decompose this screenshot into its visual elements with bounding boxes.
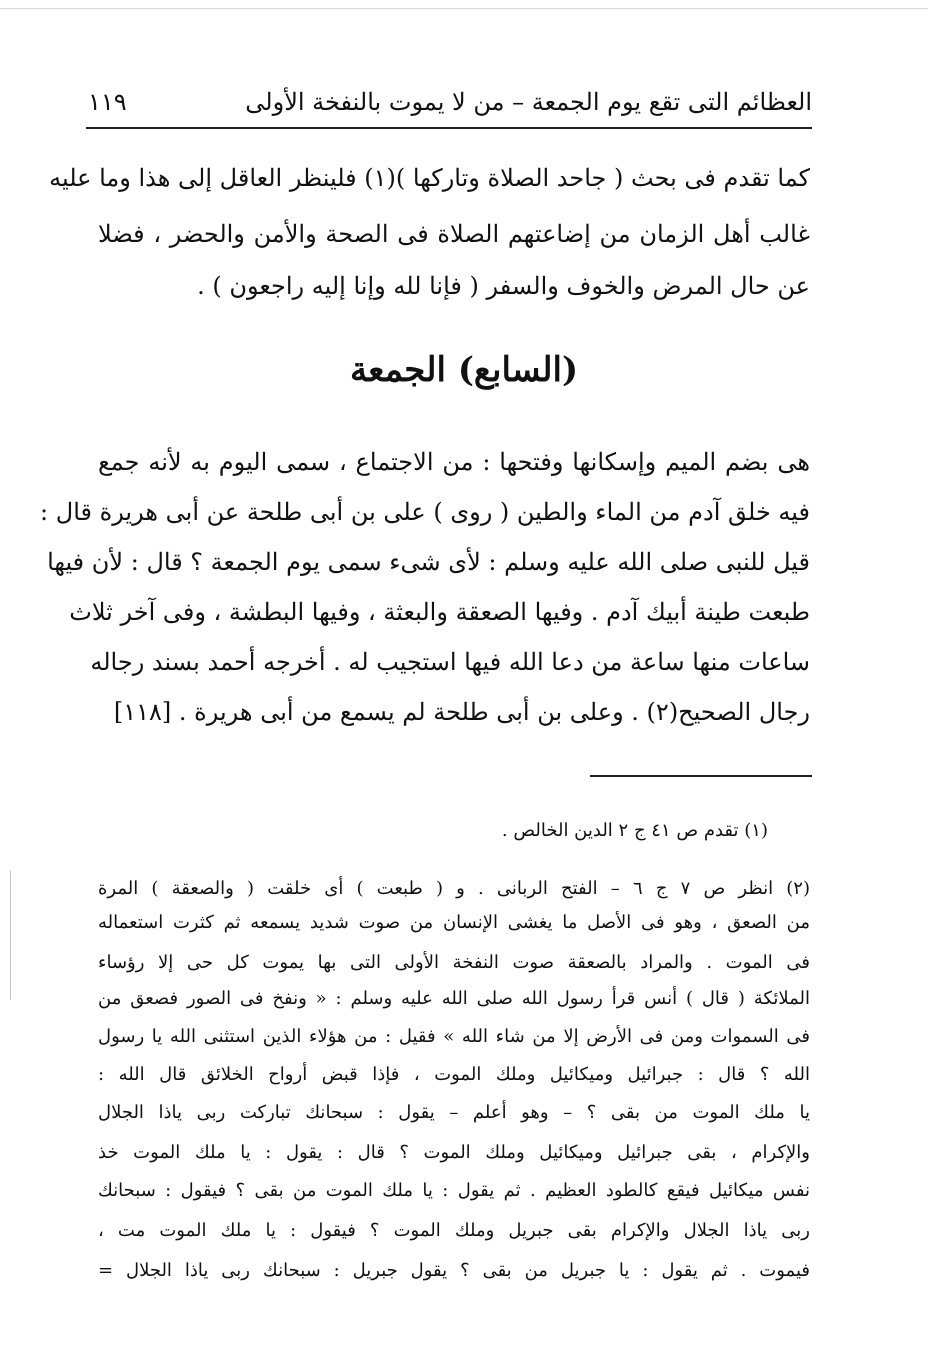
footnote-2-line: من الصعق ، وهو فى الأصل ما يغشى الإنسان من صوت شديد يسمعه ثم كثرت استعماله [98, 912, 810, 933]
page-number: ١١٩ [88, 88, 127, 116]
section-line: ساعات منها ساعة من دعا الله فيها استجيب له . أخرجه أحمد بسند رجاله [90, 648, 810, 676]
page-header [88, 82, 812, 122]
section-line: هى بضم الميم وإسكانها وفتحها : من الاجتماع ، سمى اليوم به لأنه جمع [98, 448, 810, 476]
footnote-2-line: ربى ياذا الجلال والإكرام بقى جبريل وملك الموت ؟ فيقول : يا ملك الموت مت ، [98, 1220, 810, 1241]
section-line: طبعت طينة أبيك آدم . وفيها الصعقة والبعثة ، وفيها البطشة ، وفى آخر ثلاث [69, 598, 810, 626]
footnote-1: (١) تقدم ص ٤١ ج ٢ الدين الخالص . [501, 820, 768, 841]
footnote-2-line: فيموت . ثم يقول : يا جبريل من بقى ؟ يقول جبريل : سبحانك ربى ياذا الجلال = [98, 1260, 810, 1281]
footnote-2-line: يا ملك الموت من بقى ؟ – وهو أعلم – يقول : سبحانك تباركت ربى ياذا الجلال [98, 1102, 810, 1123]
scan-margin-line [10, 870, 11, 1000]
intro-line: كما تقدم فى بحث ( جاحد الصلاة وتاركها )(١) فلينظر العاقل إلى هذا وما عليه [49, 164, 810, 192]
scan-edge-line [0, 8, 928, 9]
footnote-2-line: (٢) انظر ص ٧ ج ٦ – الفتح الربانى . و ( طبعت ) أى خلقت ( والصعقة ) المرة [98, 878, 810, 899]
footnote-2-line: والإكرام ، بقى جبرائيل وميكائيل وملك الموت ؟ قال : يقول : يا ملك الموت خذ [98, 1142, 810, 1163]
footnote-2-line: فى السموات ومن فى الأرض إلا من شاء الله » فقيل : من هؤلاء الذين استثنى الله يا رسول [98, 1026, 810, 1047]
header-rule [86, 127, 812, 129]
intro-line: غالب أهل الزمان من إضاعتهم الصلاة فى الصحة والأمن والحضر ، فضلا [98, 220, 810, 248]
footnote-2-line: فى الموت . والمراد بالصعقة صوت النفخة الأولى التى بها يموت كل حى إلا رؤساء [98, 952, 810, 973]
section-heading: (السابع) الجمعة [349, 350, 579, 390]
footnote-2-line: الملائكة ( قال ) أنس قرأ رسول الله صلى الله عليه وسلم : « ونفخ فى الصور فصعق من [98, 988, 810, 1009]
running-title: العظائم التى تقع يوم الجمعة – من لا يموت بالنفخة الأولى [245, 88, 812, 116]
footnote-rule [590, 775, 812, 777]
section-line: رجال الصحيح(٢) . وعلى بن أبى طلحة لم يسمع من أبى هريرة . [١١٨] [113, 698, 810, 726]
intro-line: عن حال المرض والخوف والسفر ( فإنا لله وإنا إليه راجعون ) . [197, 272, 810, 300]
footnote-2-line: الله ؟ قال : جبرائيل وميكائيل وملك الموت ، فإذا قبض أرواح الخلائق قال الله : [98, 1064, 810, 1085]
section-line: فيه خلق آدم من الماء والطين ( روى ) على بن أبى طلحة عن أبى هريرة قال : [40, 498, 810, 526]
footnote-2-line: نفس ميكائيل فيقع كالطود العظيم . ثم يقول : يا ملك الموت من بقى ؟ فيقول : سبحانك [98, 1180, 810, 1201]
section-line: قيل للنبى صلى الله عليه وسلم : لأى شىء سمى يوم الجمعة ؟ قال : لأن فيها [47, 548, 810, 576]
